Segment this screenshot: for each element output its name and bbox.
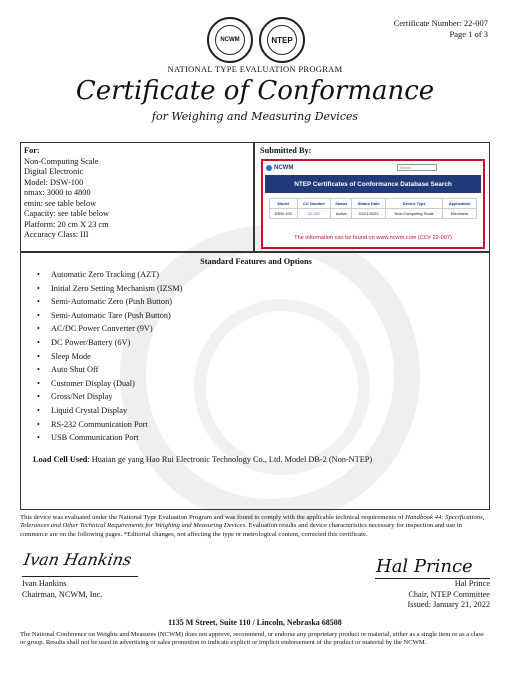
features-list bbox=[37, 268, 182, 445]
ntep-seal bbox=[259, 17, 305, 63]
db-title-bar bbox=[265, 175, 481, 193]
ncwm-seal-text: NCWM bbox=[215, 25, 245, 55]
list-item: • Automatic Zero Tracking (AZT) bbox=[37, 268, 182, 282]
ncwm-logo-text: NCWM bbox=[274, 165, 294, 171]
list-item: • AC/DC Power Converter (9V) bbox=[37, 322, 182, 336]
left-signatory-name: Ivan Hankins bbox=[22, 579, 67, 588]
search-placeholder: Search bbox=[400, 166, 412, 170]
table-cell: Active bbox=[331, 209, 352, 219]
issued-date: Issued: January 21, 2022 bbox=[407, 600, 490, 609]
table-header[interactable]: CC Number bbox=[297, 199, 331, 209]
ncwm-screenshot bbox=[261, 159, 485, 249]
right-signatory-name: Hal Prince bbox=[454, 579, 490, 588]
evaluation-text-2: . Evaluation results and device characteristics necessary for inspection and use in commerce are on the following pages. *Editorial changes, not affecting the type or metrological content, corrected this certificate. bbox=[20, 522, 462, 538]
list-item: • Auto Shut Off bbox=[37, 363, 182, 377]
submitted-box bbox=[254, 142, 490, 252]
for-line: Platform: 20 cm X 23 cm bbox=[24, 219, 109, 229]
footer-disclaimer: The National Conference on Weights and Measures (NCWM) does not approve, recommend, or endorse any proprietary product or material, either as a single item or as a class or group. Results shall not be used in advertising or sales promotion to indicate explicit or implicit endorsement of the product or material by the NCWM. bbox=[20, 631, 484, 647]
db-title: NTEP Certificates of Conformance Database Search bbox=[294, 180, 452, 188]
ntep-seal-text: NTEP bbox=[267, 25, 297, 55]
table-cell: DSW-100 bbox=[270, 209, 298, 219]
ncwm-info-note: The information can be found on www.ncwm.com (CC# 22-007) bbox=[294, 235, 452, 241]
right-signatory-title: Chair, NTEP Committee bbox=[408, 589, 490, 599]
certificate-subtitle: for Weighing and Measuring Devices bbox=[151, 110, 359, 123]
load-cell-line bbox=[33, 455, 372, 464]
certificate-meta bbox=[394, 18, 488, 40]
list-item: • Sleep Mode bbox=[37, 350, 182, 364]
certificate-number: Certificate Number: 22-007 bbox=[393, 18, 488, 28]
handbook-reference: Handbook 44: Specifications, Tolerances and Other Technical Requirements for Weighing and Measuring Devices bbox=[20, 514, 485, 530]
features-box bbox=[20, 252, 490, 510]
table-cell: Non-Computing Scale bbox=[386, 209, 443, 219]
for-line: Capacity: see table below bbox=[24, 209, 110, 218]
footer-address: 1135 M Street, Suite 110 / Lincoln, Nebraska 68508 bbox=[168, 618, 342, 627]
certificate-title: Certificate of Conformance bbox=[75, 76, 435, 106]
left-signature: Ivan Hankins bbox=[22, 550, 134, 569]
for-line: emin: see table below bbox=[24, 198, 97, 208]
search-input[interactable] bbox=[397, 164, 437, 171]
list-item: • Semi-Automatic Tare (Push Button) bbox=[37, 309, 182, 323]
for-line: Model: DSW-100 bbox=[24, 177, 84, 187]
for-line: Digital Electronic bbox=[24, 167, 84, 176]
for-line: Accuracy Class: III bbox=[24, 230, 89, 239]
list-item: • Gross/Net Display bbox=[37, 390, 182, 404]
submitted-label: Submitted By: bbox=[260, 146, 312, 155]
features-heading: Standard Features and Options bbox=[200, 257, 312, 266]
list-item: • Customer Display (Dual) bbox=[37, 377, 182, 391]
cc-table bbox=[269, 198, 477, 219]
evaluation-statement bbox=[20, 514, 490, 539]
table-header[interactable]: Model bbox=[270, 199, 298, 209]
right-signatory bbox=[408, 579, 491, 611]
load-cell-label: Load Cell Used bbox=[33, 455, 88, 464]
for-box bbox=[20, 142, 254, 252]
table-row[interactable] bbox=[270, 209, 477, 219]
left-signatory-title: Chairman, NCWM, Inc. bbox=[22, 589, 103, 599]
evaluation-text-1: This device was evaluated under the National Type Evaluation Program and was found to comply with the applicable technical requirements of bbox=[20, 514, 406, 521]
table-header[interactable]: Status Date bbox=[352, 199, 386, 209]
list-item: • Initial Zero Setting Mechanism (IZSM) bbox=[37, 282, 182, 296]
page-indicator: Page 1 of 3 bbox=[449, 29, 488, 39]
left-signature-line bbox=[22, 576, 138, 577]
load-cell-value: : Huaian ge yang Hao Rui Electronic Technology Co., Ltd. Model DB-2 (Non-NTEP) bbox=[87, 455, 373, 464]
list-item: • RS-232 Communication Port bbox=[37, 418, 182, 432]
list-item: • Semi-Automatic Zero (Push Button) bbox=[37, 295, 182, 309]
table-header[interactable]: Application bbox=[443, 199, 477, 209]
table-cell: Electronic bbox=[443, 209, 477, 219]
table-header[interactable]: Device Type bbox=[386, 199, 443, 209]
ncwm-logo-icon bbox=[266, 165, 272, 171]
table-header[interactable]: Status bbox=[331, 199, 352, 209]
program-name: NATIONAL TYPE EVALUATION PROGRAM bbox=[167, 64, 343, 74]
list-item: • DC Power/Battery (6V) bbox=[37, 336, 182, 350]
right-signature: Hal Prince bbox=[376, 556, 473, 577]
for-line: nmax: 3000 to 4800 bbox=[24, 188, 91, 197]
for-line: Non-Computing Scale bbox=[24, 156, 99, 166]
for-label: For: bbox=[24, 146, 40, 155]
ncwm-seal bbox=[207, 17, 253, 63]
table-cell: 01/21/2022 bbox=[352, 209, 386, 219]
list-item: • Liquid Crystal Display bbox=[37, 404, 182, 418]
left-signatory bbox=[22, 579, 102, 600]
cc-number-link[interactable]: 22-007 bbox=[297, 209, 331, 219]
list-item: • USB Communication Port bbox=[37, 431, 182, 445]
